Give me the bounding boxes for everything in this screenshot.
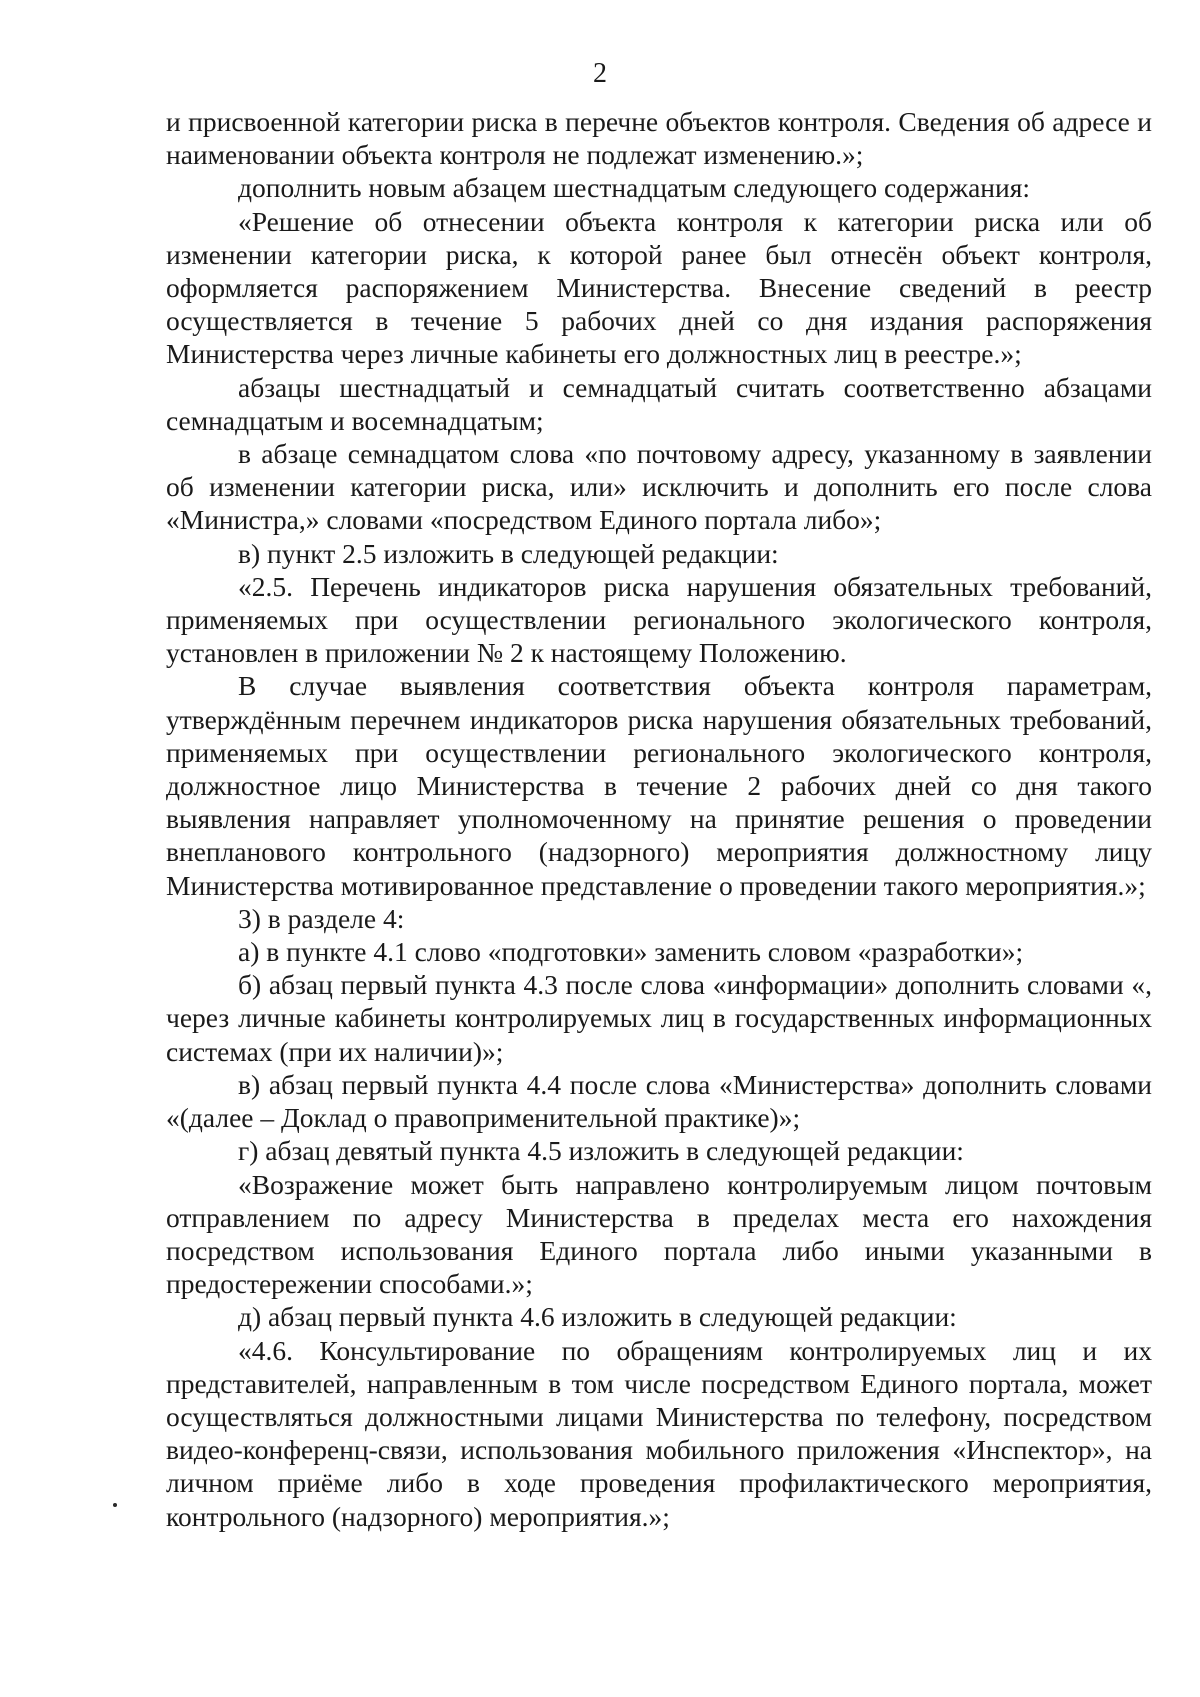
- paragraph: 3) в разделе 4:: [238, 902, 405, 934]
- paragraph: дополнить новым абзацем шестнадцатым следующего содержания:: [238, 172, 1030, 204]
- paragraph: д) абзац первый пункта 4.6 изложить в следующей редакции:: [238, 1301, 957, 1333]
- paragraph: «Возражение может быть направлено контролируемым лицом почтовым отправлением по адресу Министерства в пределах места его нахождения посредством использования Единого портала либо иными указанными в предостережении способами.»;: [166, 1168, 1152, 1300]
- paragraph: в абзаце семнадцатом слова «по почтовому адресу, указанному в заявлении об изменении категории риска, или» исключить и дополнить его после слова «Министра,» словами «посредством Единого портала либо»;: [166, 438, 1152, 536]
- paragraph: «2.5. Перечень индикаторов риска нарушения обязательных требований, применяемых при осуществлении регионального экологического контроля, установлен в приложении № 2 к настоящему Положению.: [166, 570, 1152, 669]
- paragraph: и присвоенной категории риска в перечне объектов контроля. Сведения об адресе и наименовании объекта контроля не подлежат изменению.»;: [166, 106, 1152, 171]
- scan-speck: [113, 1503, 117, 1507]
- paragraph: в) абзац первый пункта 4.4 после слова «Министерства» дополнить словами «(далее – Доклад о правоприменительной практике)»;: [166, 1068, 1152, 1134]
- paragraph: а) в пункте 4.1 слово «подготовки» заменить словом «разработки»;: [238, 936, 1024, 968]
- paragraph: «Решение об отнесении объекта контроля к категории риска или об изменении категории риска, к которой ранее был отнесён объект контроля, оформляется распоряжением Министерства. Внесение сведений в реестр осуществляется в течение 5 рабочих дней со дня издания распоряжения Министерства через личные кабинеты его должностных лиц в реестре.»;: [166, 205, 1152, 370]
- paragraph: абзацы шестнадцатый и семнадцатый считать соответственно абзацами семнадцатым и восемнадцатым;: [166, 371, 1152, 436]
- paragraph: б) абзац первый пункта 4.3 после слова «информации» дополнить словами «, через личные кабинеты контролируемых лиц в государственных информационных системах (при их наличии)»;: [166, 969, 1152, 1067]
- page-number: 2: [593, 58, 607, 89]
- document-body: [166, 105, 1152, 1533]
- paragraph: В случае выявления соответствия объекта контроля параметрам, утверждённым перечнем индикаторов риска нарушения обязательных требований, применяемых при осуществлении регионального экологического контроля, должностное лицо Министерства в течение 2 рабочих дней со дня такого выявления направляет уполномоченному на принятие решения о проведении внепланового контрольного (надзорного) мероприятия должностному лицу Министерства мотивированное представление о проведении такого мероприятия.»;: [166, 670, 1152, 901]
- paragraph: в) пункт 2.5 изложить в следующей редакции:: [238, 537, 779, 569]
- paragraph: «4.6. Консультирование по обращениям контролируемых лиц и их представителей, направленным в том числе посредством Единого портала, может осуществляться должностными лицами Министерства по телефону, посредством видео-конференц-связи, использования мобильного приложения «Инспектор», на личном приёме либо в ходе проведения профилактического мероприятия, контрольного (надзорного) мероприятия.»;: [166, 1334, 1152, 1532]
- paragraph: г) абзац девятый пункта 4.5 изложить в следующей редакции:: [238, 1135, 964, 1167]
